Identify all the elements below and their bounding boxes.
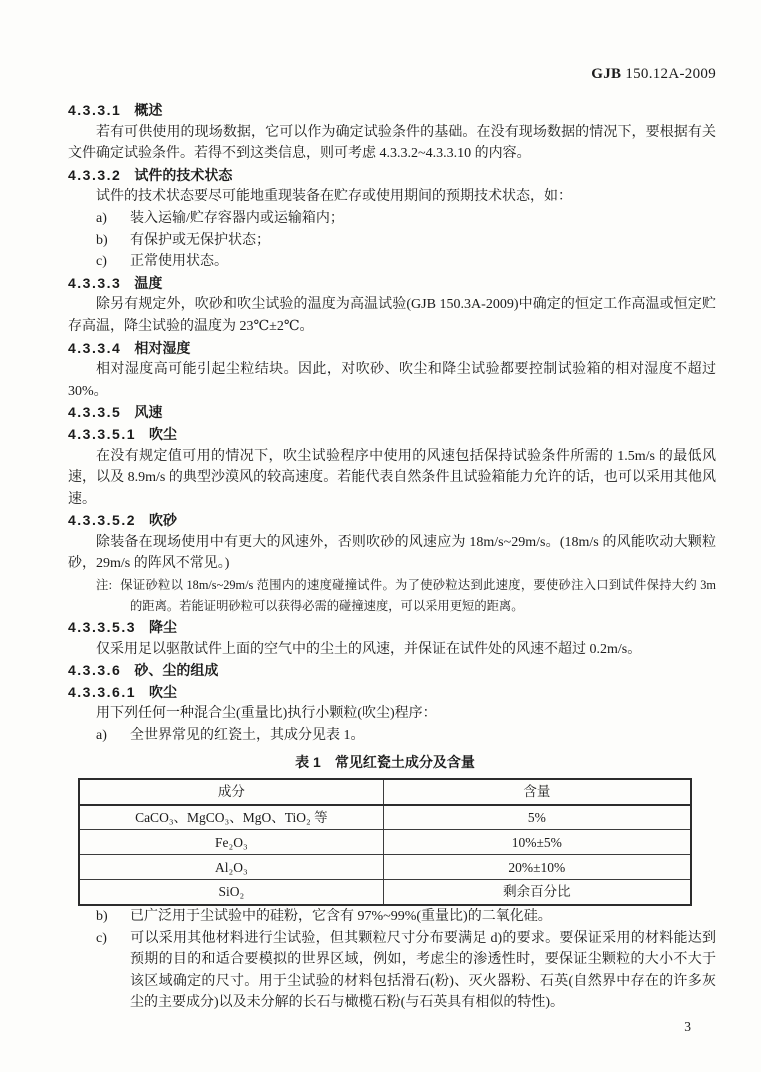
clause-number: 4.3.3.3 [68,274,122,291]
clause-heading-4-3-3-5 [68,402,716,424]
table-caption: 表 1 常见红瓷土成分及含量 [295,753,475,770]
clause-title: 温度 [134,274,163,291]
table-cell-component: SiO₂ [79,880,383,905]
paragraph: 仅采用足以驱散试件上面的空气中的尘土的风速，并保证在试件处的风速不超过 0.2m/s。 [96,641,642,657]
clause-title: 概述 [134,102,163,118]
list-item-c2 [68,928,716,1014]
list-item-label: a) [96,210,107,226]
list-item-c [68,251,716,273]
note-text: 保证砂粒以 18m/s~29m/s 范围内的速度碰撞试件。为了使砂粒达到此速度，要使砂注入口到试件保持大约 3m 的距离。若能证明砂粒可以获得必需的碰撞速度，可以采用更短的距离。 [120,578,716,614]
table-cell-content: 5% [383,805,691,830]
table-header-component: 成分 [79,779,383,805]
clause-title: 砂、尘的组成 [134,662,219,679]
list-item-text: 已广泛用于尘试验中的硅粉，它含有 97%~99%(重量比)的二氧化硅。 [130,909,552,924]
list-item-label: b) [96,909,108,924]
table-header-row [79,779,691,805]
table-cell-content: 10%±5% [383,830,691,855]
clause-number: 4.3.3.2 [68,166,122,183]
clause-heading-4-3-3-5-3 [68,617,716,639]
clause-title: 风速 [134,404,163,421]
paragraph: 相对湿度高可能引起尘粒结块。因此，对吹砂、吹尘和降尘试验都要控制试验箱的相对湿度不超过 30%。 [68,362,716,399]
clause-title: 试件的技术状态 [134,166,233,183]
list-item-label: c) [96,254,107,270]
clause-number: 4.3.3.1 [68,102,122,118]
clause-number: 4.3.3.4 [68,339,122,356]
clause-number: 4.3.3.5.2 [68,512,136,529]
clause-number: 4.3.3.5.1 [68,425,136,442]
clause-heading-4-3-3-4 [68,338,716,360]
clause-heading-4-3-3-6 [68,660,716,682]
paragraph: 用下列任何一种混合尘(重量比)执行小颗粒(吹尘)程序： [96,706,437,722]
paragraph: 若有可供使用的现场数据，它可以作为确定试验条件的基础。在没有现场数据的情况下，要根据有关文件确定试验条件。若得不到这类信息，则可考虑 4.3.3.2~4.3.3.10 的内容。 [68,124,716,162]
clause-number: 4.3.3.6.1 [68,683,136,700]
list-item-a2 [68,725,716,747]
list-item-text: 全世界常见的红瓷土，其成分见表 1。 [130,728,365,744]
paragraph: 除装备在现场使用中有更大的风速外，否则吹砂的风速应为 18m/s~29m/s。(18m/s 的风能吹动大颗粒砂，29m/s 的阵风不常见。) [68,534,716,572]
table-row [79,805,691,830]
clause-heading-4-3-3-1 [68,100,716,122]
note [68,575,716,617]
paragraph: 试件的技术状态要尽可能地重现装备在贮存或使用期间的预期技术状态，如： [96,189,572,205]
clause-title: 吹尘 [149,683,177,700]
clause-title: 降尘 [149,619,177,636]
clause-number: 4.3.3.5.3 [68,619,136,636]
list-item-b2 [68,906,716,928]
list-item-label: c) [96,930,107,946]
list-item-text: 可以采用其他材料进行尘试验，但其颗粒尺寸分布要满足 d)的要求。要保证采用的材料能达到预期的目的和适合要模拟的世界区域，例如，考虑尘的渗透性时，要保证尘颗粒的大小不大于该区域确定的尺寸。用于尘试验的材料包括滑石(粉)、灭火器粉、石英(自然界中存在的许多灰尘的主要成分)以及未分解的长石与橄榄石粉(与石英具有相似的特性)。 [130,930,716,1011]
page-number: 3 [684,1019,691,1034]
list-item-text: 有保护或无保护状态； [130,232,270,248]
clause-number: 4.3.3.5 [68,404,122,421]
paragraph: 在没有规定值可用的情况下，吹尘试验程序中使用的风速包括保持试验条件所需的 1.5m/s 的最低风速，以及 8.9m/s 的典型沙漠风的较高速度。若能代表自然条件且试验箱能力允许的话，也可以采用其他风速。 [68,448,716,507]
list-item-label: a) [96,728,107,744]
list-item-text: 正常使用状态。 [130,254,228,270]
clause-heading-4-3-3-2 [68,165,716,187]
paragraph: 除另有规定外，吹砂和吹尘试验的温度为高温试验(GJB 150.3A-2009)中确定的恒定工作高温或恒定贮存高温，降尘试验的温度为 23℃±2℃。 [68,297,716,334]
clause-heading-4-3-3-6-1 [68,682,716,704]
table-header-content: 含量 [383,779,691,805]
table-row [79,855,691,880]
standard-code-header [591,66,716,83]
clause-number: 4.3.3.6 [68,662,122,679]
clause-title: 吹尘 [149,425,177,442]
note-label: 注: [96,578,112,593]
table-cell-component: CaCO₃、MgCO₃、MgO、TiO₂ 等 [79,805,383,830]
table-1-composition [78,778,692,906]
table-row [79,880,691,905]
standard-code-prefix: GJB [591,66,622,82]
clause-heading-4-3-3-3 [68,273,716,295]
clause-heading-4-3-3-5-1 [68,424,716,446]
list-item-b [68,230,716,252]
table-row [79,830,691,855]
table-cell-component: Fe₂O₃ [79,830,383,855]
clause-title: 吹砂 [149,512,177,529]
list-item-text: 装入运输/贮存容器内或运输箱内； [130,210,344,226]
document-body [68,100,716,1014]
table-cell-component: Al₂O₃ [79,855,383,880]
table-cell-content: 20%±10% [383,855,691,880]
list-item-label: b) [96,232,108,248]
table-cell-content: 剩余百分比 [383,880,691,905]
clause-heading-4-3-3-5-2 [68,510,716,532]
standard-code-number: 150.12A-2009 [625,66,716,82]
list-item-a [68,208,716,230]
clause-title: 相对湿度 [134,339,191,356]
